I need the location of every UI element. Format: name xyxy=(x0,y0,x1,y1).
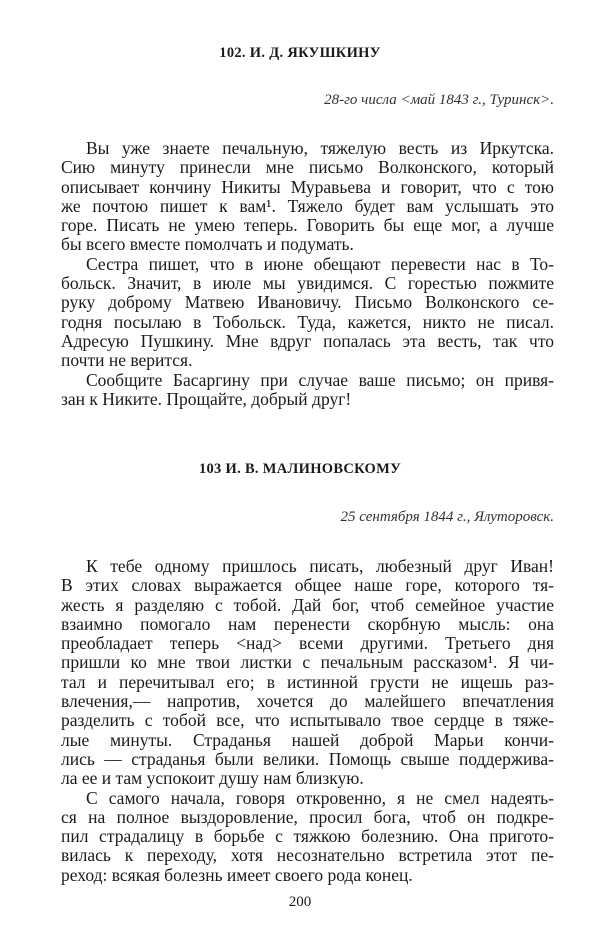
text-line: пил страдалицу в борьбе с тяжкою болезнию. Она пригото- xyxy=(61,826,554,847)
text-line: Сию минуту принесли мне письмо Волконского, который xyxy=(61,157,554,178)
letter-heading: 102. И. Д. ЯКУШКИНУ xyxy=(219,45,381,61)
text-line: зан к Никите. Прощайте, добрый друг! xyxy=(61,388,352,409)
text-line: разделить с тобой все, что испытывало твое сердце в тяже- xyxy=(61,710,554,731)
text-line: вилась к переходу, хотя несознательно встретила этот пе- xyxy=(61,845,554,866)
text-line: Сообщите Басаргину при случае ваше письмо; он привя- xyxy=(86,369,554,390)
text-line: лые минуты. Страданья нашей доброй Марьи кончи- xyxy=(61,729,554,750)
text-line: реход: всякая болезнь имеет своего рода конец. xyxy=(61,864,413,885)
text-line: руку доброму Матвею Ивановичу. Письмо Волконского се- xyxy=(61,292,554,313)
text-line: ся на полное выздоровление, просил бога, чтоб он подкре- xyxy=(61,806,554,827)
letter-body xyxy=(61,139,554,409)
text-line: бы всего вместе помолчать и подумать. xyxy=(61,234,354,255)
text-line: же почтою пишет к вам¹. Тяжело будет вам услышать это xyxy=(61,195,554,216)
text-line: почти не верится. xyxy=(61,350,193,371)
text-line: больск. Значит, в июле мы увидимся. С горестью пожмите xyxy=(61,273,554,294)
letter-heading: 103 И. В. МАЛИНОВСКОМУ xyxy=(198,461,402,477)
text-line: ла ее и там успокоит душу нам близкую. xyxy=(61,768,364,789)
text-line: тал и перечитывал его; в истинной грусти не ищешь раз- xyxy=(61,671,554,692)
text-line: годня посылаю в Тобольск. Туда, кажется, никто не писал. xyxy=(61,311,554,332)
letter-date: 28-го числа <май 1843 г., Туринск>. xyxy=(324,92,554,108)
text-line: взаимно помогало нам перенести скорбную мысль: она xyxy=(61,613,554,634)
text-line: преобладает теперь <над> всеми другими. Третьего дня xyxy=(61,633,554,654)
text-line: Сестра пишет, что в июне обещают перевести нас в То- xyxy=(86,253,554,274)
letter-body xyxy=(61,557,554,885)
text-line: лись — страданья были велики. Помощь свыше поддержива- xyxy=(61,748,554,769)
text-line: описывает кончину Никиты Муравьева и говорит, что с тою xyxy=(61,176,554,197)
text-line: Вы уже знаете печальную, тяжелую весть из Иркутска. xyxy=(86,138,554,158)
text-line: К тебе одному пришлось писать, любезный друг Иван! xyxy=(86,556,554,576)
text-line: С самого начала, говоря откровенно, я не смел надеять- xyxy=(86,787,554,808)
text-line: горе. Писать не умею теперь. Говорить бы еще мог, а лучше xyxy=(61,215,554,236)
page-number: 200 xyxy=(288,894,312,910)
text-line: пришли ко мне твои листки с печальным рассказом¹. Я чи- xyxy=(61,652,554,673)
text-line: влечения,— напротив, хочется до малейшего впечатления xyxy=(61,691,554,712)
letter-date: 25 сентября 1844 г., Ялуторовск. xyxy=(340,509,554,525)
text-line: жесть я разделяю с тобой. Дай бог, чтоб семейное участие xyxy=(61,594,554,615)
text-line: В этих словах выражается общее наше горе, которого тя- xyxy=(61,575,554,596)
text-line: Адресую Пушкину. Мне вдруг попалась эта весть, так что xyxy=(61,330,554,351)
